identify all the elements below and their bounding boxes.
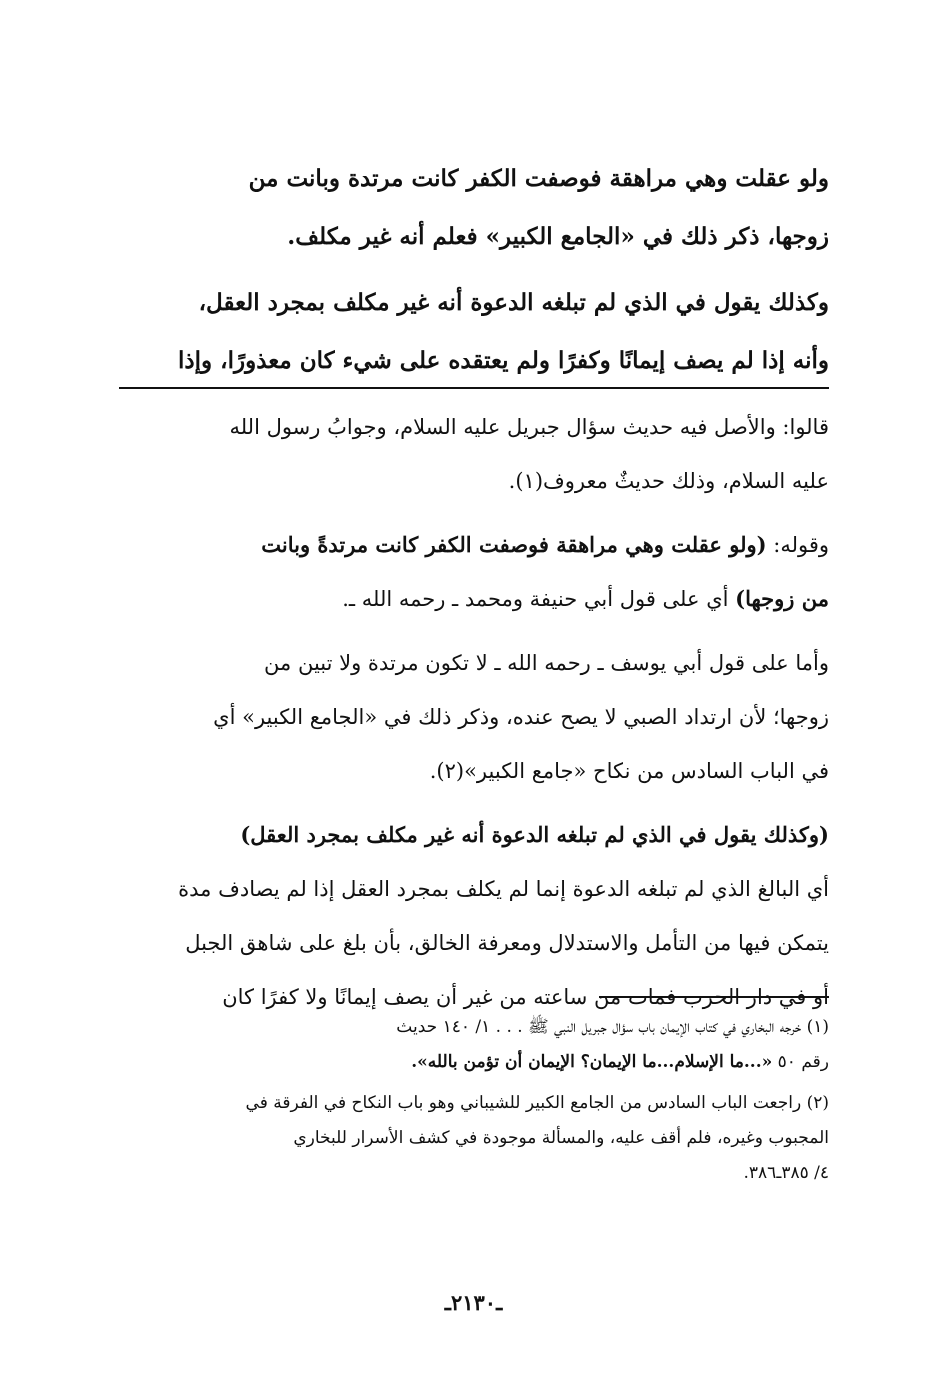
commentary-line: أي البالغ الذي لم تبلغه الدعوة إنما لم يكلف بمجرد العقل إذا لم يصادف مدة: [178, 877, 829, 901]
matn-line: وأنه إذا لم يصف إيمانًا وكفرًا ولم يعتقده على شيء كان معذورًا، وإذا: [178, 347, 829, 374]
commentary-line: يتمكن فيها من التأمل والاستدلال ومعرفة الخالق، بأن بلغ على شاهق الجبل: [185, 931, 829, 955]
commentary-line: زوجها؛ لأن ارتداد الصبي لا يصح عنده، وذكر ذلك في «الجامع الكبير» أي: [213, 705, 829, 729]
footnotes: [119, 1010, 829, 1191]
commentary-lead: وقوله:: [766, 533, 829, 557]
commentary-line: وأما على قول أبي يوسف ـ رحمه الله ـ لا تكون مرتدة ولا تبين من: [264, 651, 829, 675]
quoted-matn: (ولو عقلت وهي مراهقة فوصفت الكفر كانت مرتدةً وبانت: [261, 532, 767, 557]
footnote-line: [119, 1045, 829, 1080]
footnote-line: (٢) راجعت الباب السادس من الجامع الكبير للشيباني وهو باب النكاح في الفرقة في: [245, 1093, 829, 1113]
quoted-matn: (وكذلك يقول في الذي لم تبلغه الدعوة أنه غير مكلف بمجرد العقل): [240, 822, 829, 847]
footnote-line: المجبوب وغيره، فلم أقف عليه، والمسألة موجودة في كشف الأسرار للبخاري: [293, 1128, 829, 1148]
footnote-line: (١) خرجه البخاري في كتاب الإيمان باب سؤال جبريل النبي ﷺ . . . ١/ ١٤٠ حديث: [396, 1017, 829, 1037]
commentary-line: أو في دار الحرب فمات من ساعته من غير أن يصف إيمانًا ولا كفرًا كان: [222, 985, 829, 1009]
matn-line: ولو عقلت وهي مراهقة فوصفت الكفر كانت مرتدة وبانت من: [248, 165, 829, 192]
commentary-line: عليه السلام، وذلك حديثٌ معروف(١).: [508, 469, 829, 493]
quoted-matn: من زوجها): [735, 586, 829, 611]
main-text-divider: [119, 387, 829, 389]
commentary-text: أي على قول أبي حنيفة ومحمد ـ رحمه الله ـ.: [342, 587, 736, 611]
commentary-line: [119, 518, 829, 572]
matn-line: زوجها، ذكر ذلك في «الجامع الكبير» فعلم أنه غير مكلف.: [287, 223, 829, 250]
page-number: ـ٢١٣٠ـ: [444, 1290, 503, 1315]
commentary-line: قالوا: والأصل فيه حديث سؤال جبريل عليه السلام، وجوابُ رسول الله: [229, 415, 829, 439]
commentary-line: [119, 572, 829, 626]
hadith-quote: «...ما الإسلام...ما الإيمان؟ الإيمان أن تؤمن بالله».: [411, 1052, 773, 1072]
commentary: [119, 400, 829, 1024]
footnote-text: رقم ٥٠: [772, 1052, 829, 1072]
footnote-divider: [599, 996, 829, 998]
footnote-line: ٤/ ٣٨٥ـ٣٨٦.: [743, 1163, 829, 1183]
commentary-line: [119, 808, 829, 862]
commentary-line: في الباب السادس من نكاح «جامع الكبير»(٢).: [429, 759, 829, 783]
main-text: [119, 150, 829, 390]
matn-line: وكذلك يقول في الذي لم تبلغه الدعوة أنه غير مكلف بمجرد العقل،: [198, 289, 829, 316]
